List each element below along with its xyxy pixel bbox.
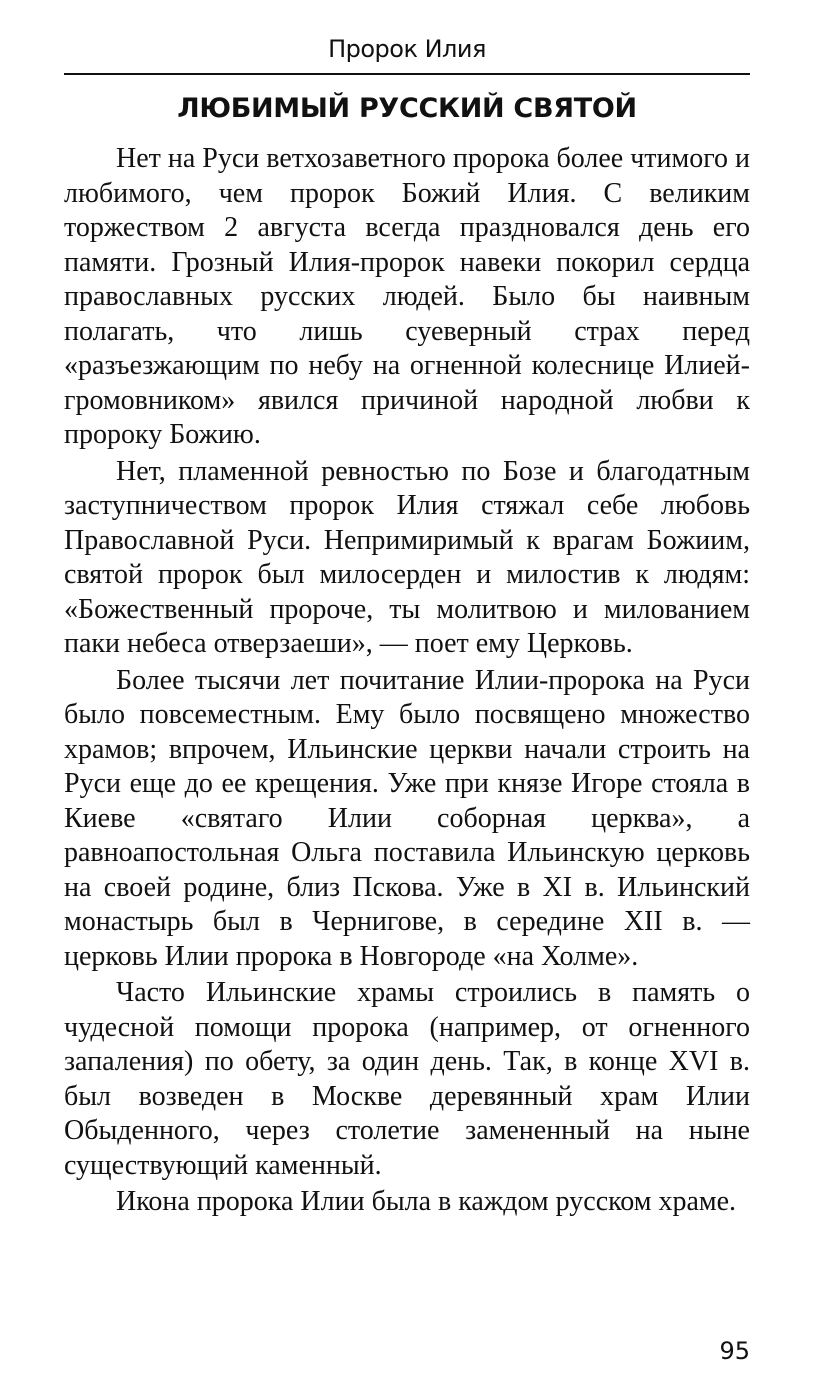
paragraph: Более тысячи лет почитание Илии-пророка на Руси было повсеместным. Ему было посвящено множество храмов; впрочем, Ильинские церкви начали строить на Руси еще до ее крещения. Уже при князе Игоре стояла в Киеве «святаго Илии соборная церква», а равноапостольная Ольга поставила Ильинскую церковь на своей родине, близ Пскова. Уже в XI в. Ильинский монастырь был в Чернигове, в середине XII в. — церковь Илии пророка в Новгороде «на Холме».	[64, 664, 750, 972]
paragraph: Икона пророка Илии была в каждом русском храме.	[116, 1186, 737, 1217]
page-number: 95	[719, 1337, 750, 1365]
paragraph: Часто Ильинские храмы строились в память о чудесной помощи пророка (например, от огненного запаления) по обету, за один день. Так, в конце XVI в. был возведен в Москве деревянный храм Илии Обыденного, через столетие замененный на ныне существующий каменный.	[64, 977, 750, 1181]
body-text	[64, 142, 750, 1222]
paragraph: Нет на Руси ветхозаветного пророка более чтимого и любимого, чем пророк Божий Илия. С великим торжеством 2 августа всегда праздновался день его памяти. Грозный Илия-пророк навеки покорил сердца православных русских людей. Было бы наивным полагать, что лишь суеверный страх перед «разъезжающим по небу на огненной колеснице Илией-громовником» явился причиной народной любви к пророку Божию.	[64, 143, 751, 450]
header-rule	[64, 73, 750, 75]
chapter-title: ЛЮБИМЫЙ РУССКИЙ СВЯТОЙ	[177, 93, 637, 124]
running-head: Пророк Илия	[328, 35, 486, 63]
paragraph: Нет, пламенной ревностью по Бозе и благодатным заступничеством пророк Илия стяжал себе любовь Православной Руси. Непримиримый к врагам Божиим, святой пророк был милосерден и милостив к людям: «Божественный пророче, ты молитвою и милованием паки небеса отверзаеши», — поет ему Церковь.	[64, 455, 750, 659]
